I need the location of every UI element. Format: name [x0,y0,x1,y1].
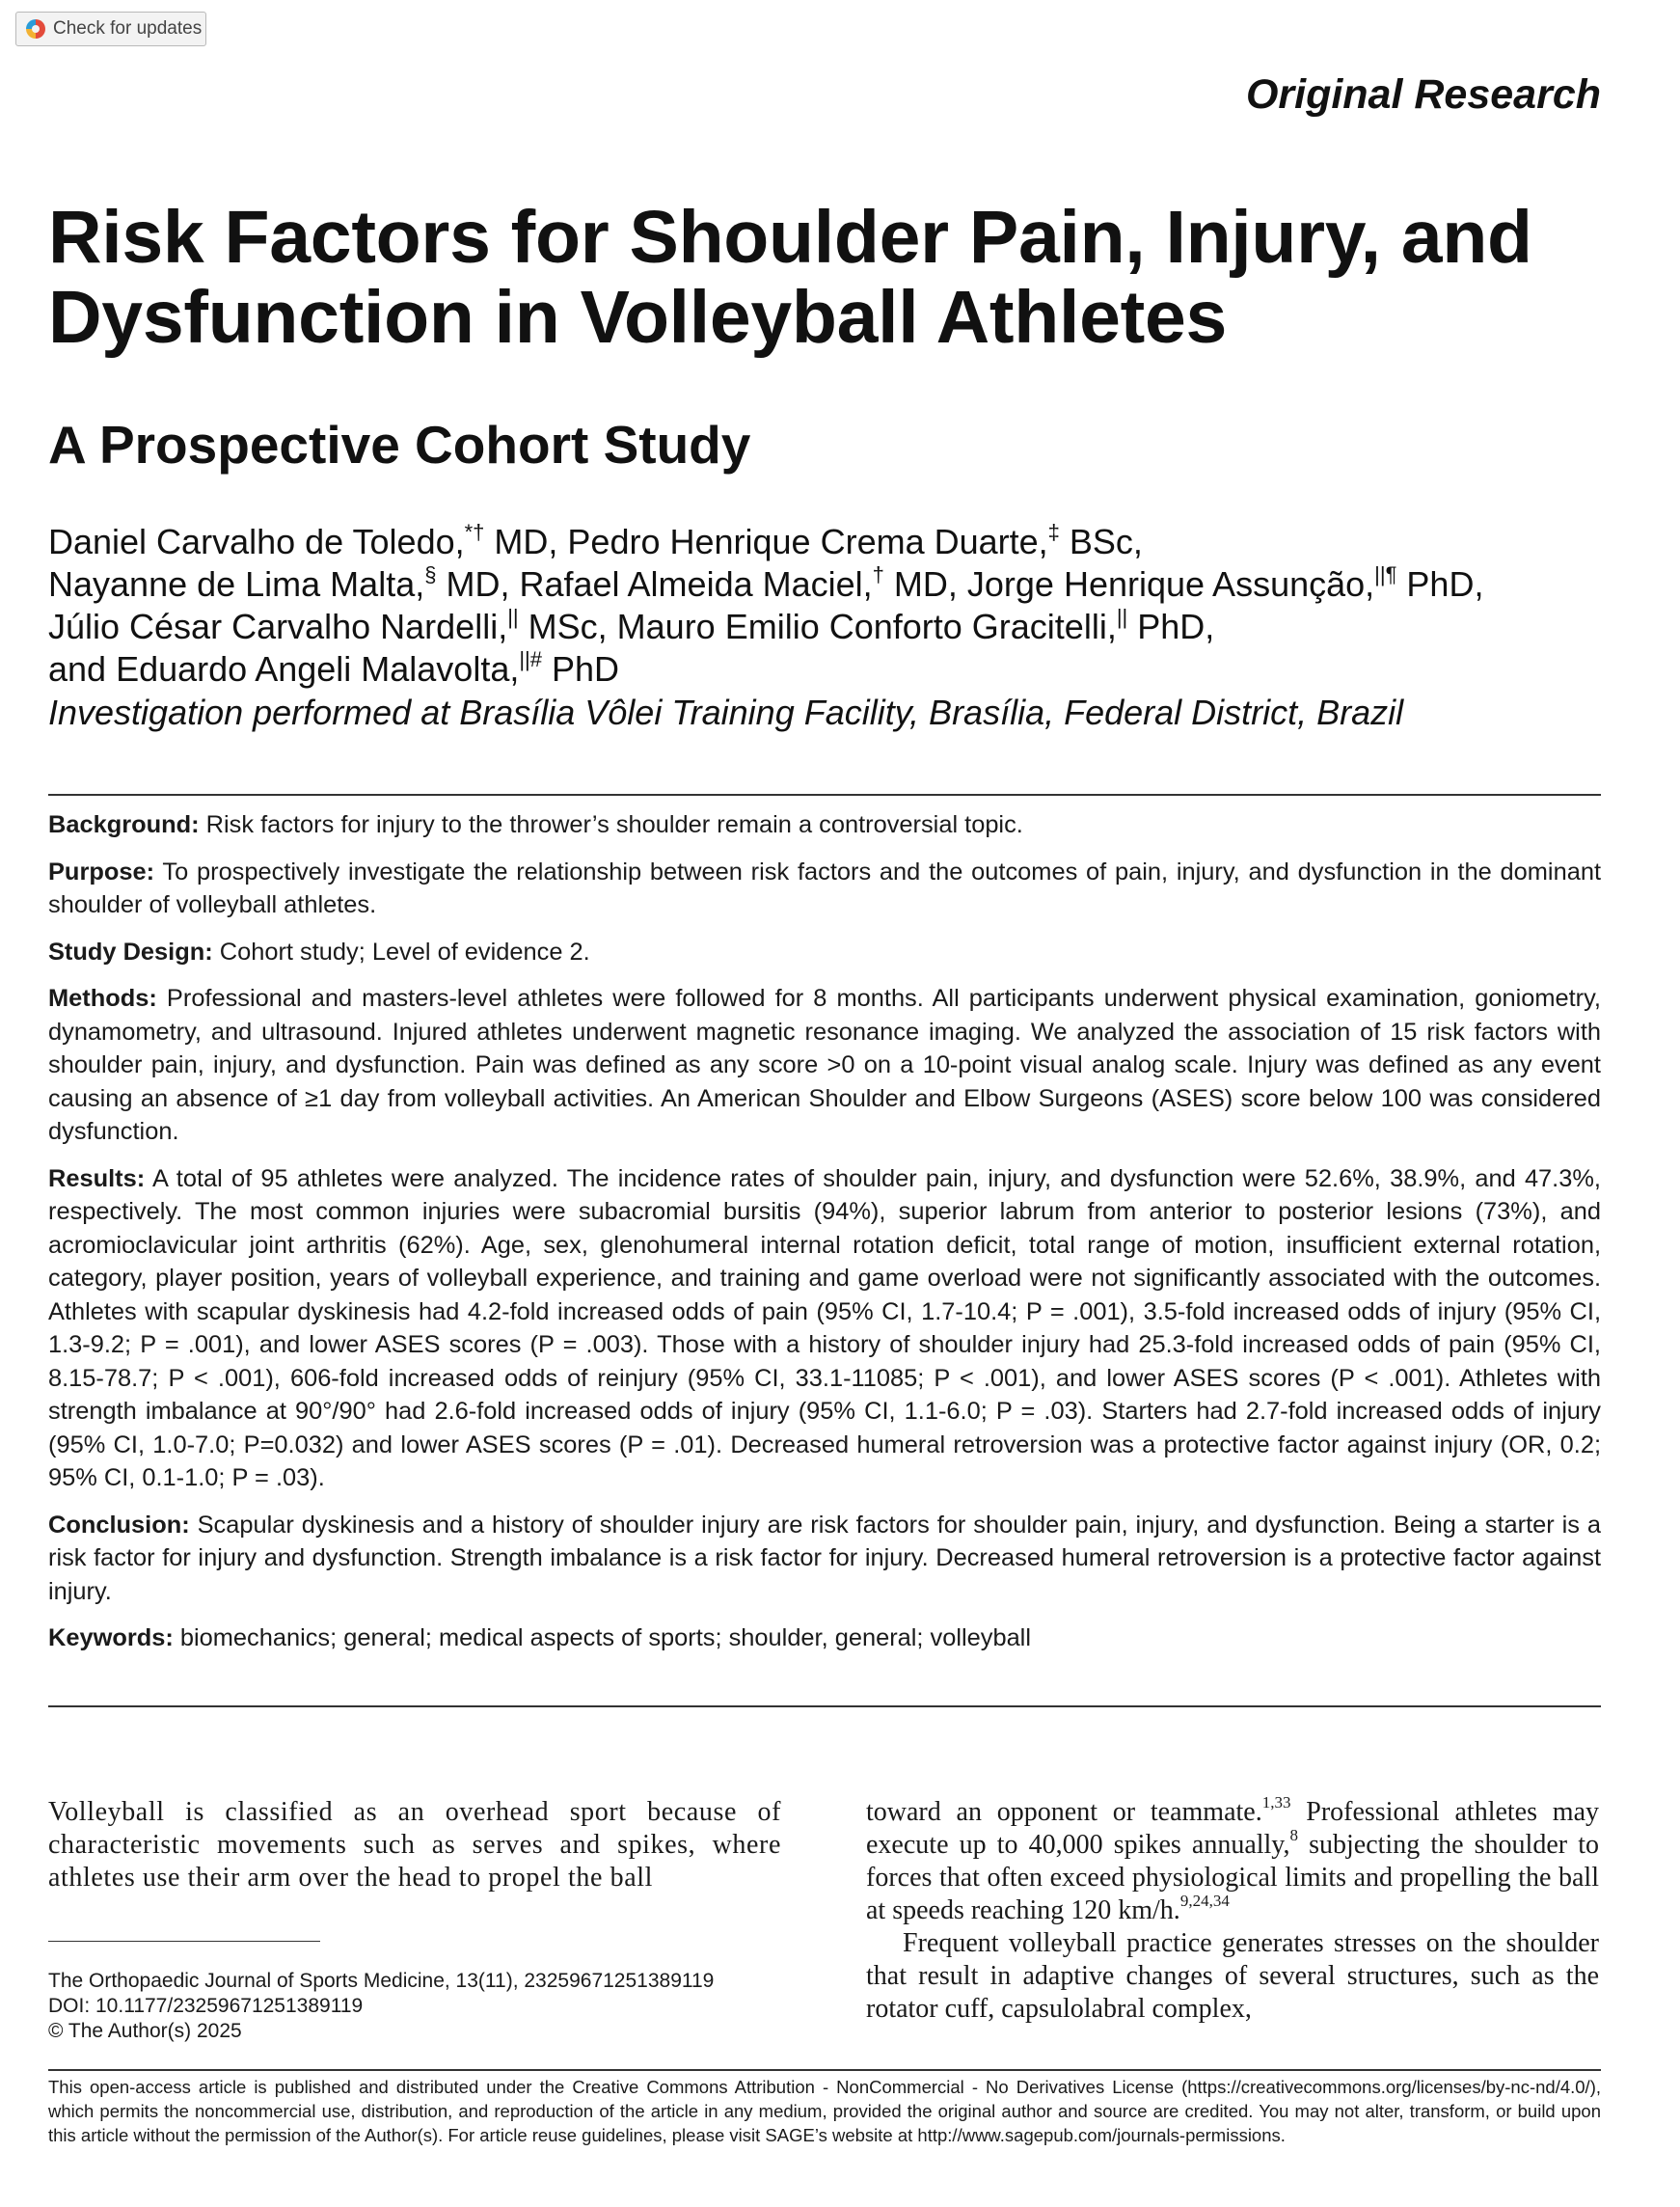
abstract-text: Scapular dyskinesis and a history of shoulder injury are risk factors for shoulder pain, injury, and dysfunction. Being a starter is a risk factor for injury and dysfunction. Strength imbalance is a risk factor for injury. Decreased humeral retroversion is a protective factor against injury. [48,1511,1601,1605]
author-degree: MD, [883,564,967,604]
body-text: Professional athletes may execute up to 40,000 spikes annually, [866,1797,1599,1860]
abstract-label: Purpose: [48,858,155,886]
abstract [48,808,1601,1669]
abstract-text: A total of 95 athletes were analyzed. The incidence rates of shoulder pain, injury, and dysfunction were 52.6%, 38.9%, and 47.3%, respectively. The most common injuries were subacromial bursitis (94%), superior labrum from anterior to posterior lesions (73%), and acromioclavicular joint arthritis (62%). Age, sex, glenohumeral internal rotation deficit, total range of motion, insufficient external rotation, category, player position, years of volleyball experience, and training and game overload were not significantly associated with the outcomes. Athletes with scapular dyskinesis had 4.2-fold increased odds of pain (95% CI, 1.7-10.4; P = .001), 3.5-fold increased odds of injury (95% CI, 1.3-9.2; P = .001), and lower ASES scores (P = .003). Those with a history of shoulder injury had 25.3-fold increased odds of pain (95% CI, 8.15-78.7; P < .001), 606-fold increased odds of reinjury (95% CI, 33.1-11085; P < .001), and lower ASES scores (P < .001). Athletes with strength imbalance at 90°/90° had 2.6-fold increased odds of injury (95% CI, 1.1-6.0; P = .03). Starters had 2.7-fold increased odds of injury (95% CI, 1.0-7.0; P=0.032) and lower ASES scores (P = .01). Decreased humeral retroversion was a protective factor against injury (OR, 0.2; 95% CI, 0.1-1.0; P = .03). [48,1164,1601,1491]
abstract-text: To prospectively investigate the relationship between risk factors and the outcomes of pain, injury, and dysfunction in the dominant shoulder of volleyball athletes. [48,858,1601,918]
author-affiliation-marks: || [1116,605,1128,629]
license-text: This open-access article is published and distributed under the Creative Commons Attribution - NonCommercial - No Derivatives License (https://creativecommons.org/licenses/by-nc-nd/4.0/), which permits the noncommercial use, distribution, and reproduction of the article in any medium, provided the original author and source are credited. You may not alter, transform, or build upon this article without the permission of the Author(s). For article reuse guidelines, please visit SAGE’s website at http://www.sagepub.com/journals-permissions. [48,2077,1601,2145]
abstract-label: Methods: [48,985,157,1012]
check-for-updates-button[interactable] [15,12,206,46]
journal-copyright: © The Author(s) 2025 [48,2020,242,2042]
abstract-top-divider [48,794,1601,796]
journal-doi[interactable]: DOI: 10.1177/23259671251389119 [48,1995,364,2017]
abstract-label: Conclusion: [48,1511,190,1539]
abstract-label: Background: [48,811,200,838]
license-divider [48,2069,1601,2071]
abstract-background [48,808,1601,842]
author-affiliation-marks: ||¶ [1374,562,1397,586]
article-subtitle: A Prospective Cohort Study [48,415,751,475]
journal-info [48,1969,820,2044]
abstract-text: Risk factors for injury to the thrower’s shoulder remain a controversial topic. [199,811,1023,838]
author-affiliation-marks: *† [464,520,485,544]
abstract-methods [48,982,1601,1149]
check-for-updates-label: Check for updates [53,18,203,39]
abstract-keywords [48,1621,1601,1655]
body-column-right [866,1792,1599,2026]
author-name: Jorge Henrique Assunção, [966,564,1375,604]
author-affiliation-marks: § [424,562,437,586]
body-column-left [48,1796,781,1894]
body-text: subjecting the shoulder to forces that often exceed physiological limits and propelling the ball at speeds reaching 120 km/h. [866,1830,1599,1925]
article-title: Risk Factors for Shoulder Pain, Injury, and Dysfunction in Volleyball Athletes [48,196,1532,359]
author-degree: MD, [436,564,520,604]
abstract-study-design [48,936,1601,969]
abstract-text: Cohort study; Level of evidence 2. [212,938,590,966]
body-paragraph: Frequent volleyball practice generates stresses on the shoulder that result in adaptive changes of several structures, such as the rotator cuff, capsulolabral complex, [866,1928,1599,2024]
author-degree: PhD, [1127,607,1215,646]
abstract-label: Results: [48,1164,146,1192]
abstract-purpose [48,856,1601,922]
author-affiliation-marks: ‡ [1047,520,1060,544]
author-name: Daniel Carvalho de Toledo, [48,522,465,561]
body-paragraph [866,1792,1599,1927]
author-degree: BSc, [1059,522,1143,561]
author-degree: MSc, [518,607,617,646]
abstract-results [48,1162,1601,1495]
abstract-label: Study Design: [48,938,213,966]
author-name: Pedro Henrique Crema Duarte, [567,522,1048,561]
author-affiliation-marks: † [872,562,884,586]
abstract-conclusion [48,1509,1601,1609]
footnote-divider [48,1941,320,1942]
author-degree: PhD [542,649,620,689]
body-text: toward an opponent or teammate. [866,1797,1262,1827]
author-list [48,521,1649,691]
journal-citation: The Orthopaedic Journal of Sports Medicine, 13(11), 23259671251389119 [48,1970,715,1992]
institution-line: Investigation performed at Brasília Vôlei Training Facility, Brasília, Federal District, Brazil [48,693,1404,732]
citation-ref[interactable]: 8 [1289,1825,1298,1844]
abstract-bottom-divider [48,1705,1601,1707]
author-name: Nayanne de Lima Malta, [48,564,425,604]
body-paragraph: Volleyball is classified as an overhead sport because of characteristic movements such as serves and spikes, where athletes use their arm over the head to propel the ball [48,1797,781,1893]
author-name: and Eduardo Angeli Malavolta, [48,649,520,689]
author-name: Rafael Almeida Maciel, [519,564,873,604]
author-degree: MD, [484,522,568,561]
abstract-text: biomechanics; general; medical aspects of sports; shoulder, general; volleyball [173,1624,1031,1651]
section-label: Original Research [1245,71,1601,118]
crossmark-icon [26,19,45,39]
author-affiliation-marks: || [507,605,519,629]
author-degree: PhD, [1396,564,1484,604]
author-affiliation-marks: ||# [519,647,543,671]
author-name: Mauro Emilio Conforto Gracitelli, [616,607,1117,646]
citation-ref[interactable]: 9,24,34 [1179,1891,1230,1910]
abstract-label: Keywords: [48,1624,174,1651]
abstract-text: Professional and masters-level athletes were followed for 8 months. All participants underwent physical examination, goniometry, dynamometry, and ultrasound. Injured athletes underwent magnetic resonance imaging. We analyzed the association of 15 risk factors with shoulder pain, injury, and dysfunction. Pain was defined as any score >0 on a 10-point visual analog scale. Injury was defined as any event causing an absence of ≥1 day from volleyball activities. An American Shoulder and Elbow Surgeons (ASES) score below 100 was considered dysfunction. [48,985,1601,1145]
author-name: Júlio César Carvalho Nardelli, [48,607,508,646]
citation-ref[interactable]: 1,33 [1261,1792,1291,1812]
